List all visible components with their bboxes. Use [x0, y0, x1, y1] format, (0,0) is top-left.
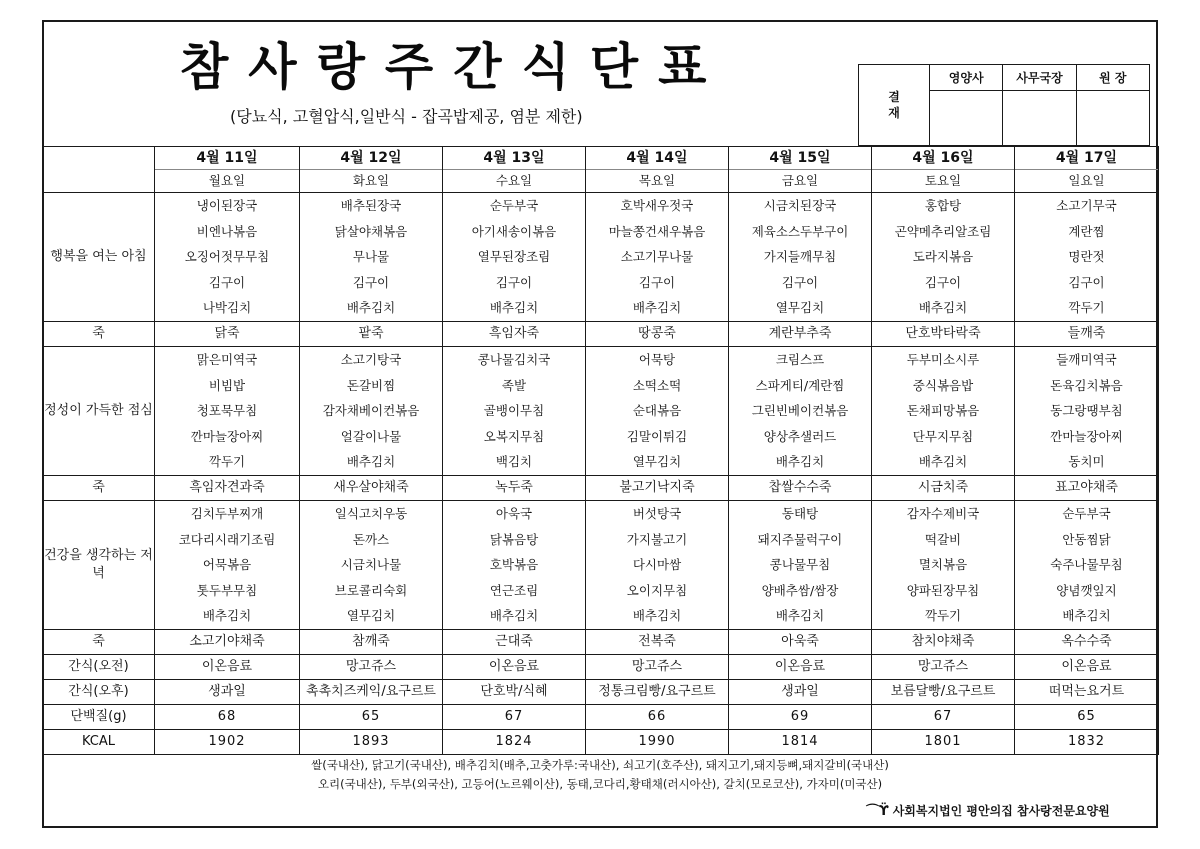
menu-item: 배추김치 [1062, 608, 1111, 624]
kcal-value: 1814 [729, 729, 872, 754]
porridge1-value: 닭죽 [155, 321, 300, 346]
menu-cell [1015, 346, 1159, 475]
menu-item: 열무된장조림 [477, 249, 551, 265]
menu-item: 깍두기 [1068, 300, 1105, 316]
menu-item: 중식볶음밥 [912, 377, 974, 393]
menu-item: 숙주나물무침 [1050, 557, 1123, 573]
menu-item: 돈채피망볶음 [906, 403, 980, 419]
menu-item: 명란젓 [1068, 249, 1105, 265]
menu-cell [872, 346, 1015, 475]
lunch-label: 정성이 가득한 점심 [43, 346, 155, 475]
day-of-week: 일요일 [1015, 169, 1158, 192]
menu-cell [1015, 500, 1159, 629]
menu-item: 백김치 [495, 454, 533, 470]
snack_pm-value: 생과일 [155, 679, 300, 704]
day-header [729, 147, 872, 193]
porridge2-value: 녹두죽 [443, 475, 586, 500]
porridge3-value: 소고기야채죽 [155, 629, 300, 654]
menu-item: 곤약메추리알조림 [894, 223, 992, 239]
menu-item: 톳두부무침 [196, 582, 258, 598]
menu-item: 마늘쫑건새우볶음 [608, 223, 706, 239]
menu-item: 닭볶음탕 [489, 531, 539, 547]
menu-item: 아기새송이볶음 [471, 223, 557, 239]
menu-item: 배추김치 [918, 454, 968, 470]
menu-item: 배추된장국 [340, 198, 402, 213]
menu-item: 돈갈비찜 [346, 377, 396, 393]
menu-item: 콩나물무침 [769, 557, 831, 573]
menu-item: 시금치나물 [340, 557, 402, 573]
porridge1-value: 땅콩죽 [586, 321, 729, 346]
menu-item: 호박볶음 [489, 557, 539, 573]
day-date: 4월 16일 [912, 150, 974, 166]
menu-item: 홍합탕 [924, 198, 962, 213]
menu-item: 동치미 [1068, 454, 1105, 470]
day-header [1015, 147, 1159, 193]
snack_am-value: 망고쥬스 [586, 654, 729, 679]
menu-item: 브로콜리숙회 [334, 582, 408, 598]
approval-role-nutritionist: 영양사 [930, 65, 1003, 91]
menu-cell [155, 193, 300, 322]
porridge2-value: 시금치죽 [872, 475, 1015, 500]
menu-item: 단무지무침 [912, 428, 974, 444]
snack_pm-value: 보름달빵/요구르트 [872, 679, 1015, 704]
day-of-week: 목요일 [586, 169, 728, 192]
menu-item: 순두부국 [489, 198, 539, 213]
protein-row [43, 704, 1159, 729]
day-date: 4월 15일 [769, 150, 831, 166]
menu-item: 청포묵무침 [196, 403, 258, 419]
origin-line-2: 오리(국내산), 두부(외국산), 고등어(노르웨이산), 동태,코다리,황태채(러시아산), 갈치(모로코산), 가자미(미국산) [317, 777, 883, 791]
snack_pm-label: 간식(오후) [43, 679, 155, 704]
snack_am-value: 망고쥬스 [872, 654, 1015, 679]
menu-item: 김구이 [781, 274, 819, 290]
porridge2-value: 흑임자견과죽 [155, 475, 300, 500]
day-header [586, 147, 729, 193]
porridge3-row [43, 629, 1159, 654]
menu-cell [155, 500, 300, 629]
kcal-label: KCAL [43, 729, 155, 754]
menu-item: 아욱국 [495, 505, 533, 521]
menu-item: 감자채베이컨볶음 [322, 403, 420, 419]
menu-cell [300, 193, 443, 322]
menu-item: 김구이 [208, 274, 246, 290]
kcal-value: 1832 [1015, 729, 1159, 754]
porridge3-label: 죽 [43, 629, 155, 654]
menu-item: 오이지무침 [626, 582, 688, 598]
menu-item: 감자수제비국 [906, 505, 980, 521]
menu-item: 버섯탕국 [632, 505, 682, 521]
approval-box [858, 64, 1150, 146]
menu-item: 제육소스두부구이 [751, 223, 849, 239]
menu-item: 깍두기 [924, 608, 962, 624]
menu-item: 김구이 [638, 274, 676, 290]
menu-item: 소고기무나물 [620, 249, 694, 265]
menu-item: 순두부국 [1062, 505, 1111, 521]
day-of-week: 화요일 [300, 169, 442, 192]
menu-cell [872, 193, 1015, 322]
menu-item: 김말이튀김 [626, 428, 688, 444]
menu-item: 떡갈비 [924, 531, 962, 547]
menu-item: 무나물 [352, 249, 390, 265]
menu-item: 배추김치 [346, 300, 396, 316]
menu-item: 들깨미역국 [1056, 351, 1117, 367]
menu-item: 배추김치 [489, 608, 539, 624]
porridge1-label: 죽 [43, 321, 155, 346]
menu-item: 돈육김치볶음 [1050, 377, 1123, 393]
porridge2-value: 찹쌀수수죽 [729, 475, 872, 500]
menu-cell [443, 346, 586, 475]
menu-item: 스파게티/계란찜 [755, 377, 845, 393]
breakfast-label: 행복을 여는 아침 [43, 193, 155, 322]
kcal-value: 1902 [155, 729, 300, 754]
snack_pm-value: 단호박/식혜 [443, 679, 586, 704]
approval-label: 결 재 [859, 65, 930, 146]
menu-item: 족발 [501, 377, 527, 393]
porridge1-value: 계란부추죽 [729, 321, 872, 346]
kcal-value: 1893 [300, 729, 443, 754]
menu-item: 배추김치 [775, 608, 825, 624]
menu-item: 소떡소떡 [632, 377, 682, 393]
menu-item: 가지불고기 [626, 531, 688, 547]
menu-item: 열무김치 [346, 608, 396, 624]
snack_pm-value: 정통크림빵/요구르트 [586, 679, 729, 704]
snack_pm-value: 생과일 [729, 679, 872, 704]
origin-line-1: 쌀(국내산), 닭고기(국내산), 배추김치(배추,고춧가루:국내산), 쇠고기(호주산), 돼지고기,돼지등뼈,돼지갈비(국내산) [311, 758, 889, 772]
porridge2-row [43, 475, 1159, 500]
menu-item: 배추김치 [918, 300, 968, 316]
menu-item: 호박새우젓국 [620, 198, 694, 213]
menu-item: 배추김치 [346, 454, 396, 470]
porridge3-value: 참깨죽 [300, 629, 443, 654]
day-header [300, 147, 443, 193]
menu-item: 가지들깨무침 [763, 249, 837, 265]
menu-item: 배추김치 [775, 454, 825, 470]
menu-item: 비빔밥 [208, 377, 246, 393]
menu-item: 배추김치 [489, 300, 539, 316]
approval-role-office-manager: 사무국장 [1003, 65, 1076, 91]
menu-item: 김구이 [495, 274, 533, 290]
page-title: 참사랑주간식단표 [180, 38, 727, 96]
porridge2-value: 새우살야채죽 [300, 475, 443, 500]
porridge1-value: 팥죽 [300, 321, 443, 346]
menu-item: 양배추쌈/쌈장 [761, 582, 839, 598]
porridge2-value: 표고야채죽 [1015, 475, 1159, 500]
menu-item: 김치두부찌개 [190, 505, 264, 521]
snack_am-value: 이온음료 [443, 654, 586, 679]
menu-cell [586, 500, 729, 629]
menu-cell [300, 346, 443, 475]
snack_am-value: 이온음료 [729, 654, 872, 679]
day-header [872, 147, 1015, 193]
kcal-value: 1801 [872, 729, 1015, 754]
approval-role-director: 원 장 [1076, 65, 1149, 91]
dinner-label: 건강을 생각하는 저녁 [43, 500, 155, 629]
menu-item: 콩나물김치국 [477, 351, 551, 367]
day-header [155, 147, 300, 193]
page-subtitle: (당뇨식, 고혈압식,일반식 - 잡곡밥제공, 염분 제한) [230, 107, 583, 126]
menu-item: 크림스프 [775, 351, 825, 367]
menu-item: 연근조림 [489, 582, 539, 598]
porridge3-value: 참치야채죽 [872, 629, 1015, 654]
day-of-week: 금요일 [729, 169, 871, 192]
menu-cell [729, 193, 872, 322]
menu-cell [155, 346, 300, 475]
date-header-row [43, 147, 1159, 193]
porridge3-value: 근대죽 [443, 629, 586, 654]
menu-item: 양파된장무침 [906, 582, 980, 598]
corner-cell [43, 147, 155, 193]
menu-item: 골뱅이무침 [483, 403, 545, 419]
snack_am-value: 이온음료 [1015, 654, 1159, 679]
protein-value: 67 [443, 704, 586, 729]
menu-cell [1015, 193, 1159, 322]
dinner-row [43, 500, 1159, 629]
protein-label: 단백질(g) [43, 704, 155, 729]
day-date: 4월 14일 [626, 150, 688, 166]
menu-item: 비엔나볶음 [196, 223, 258, 239]
menu-cell [729, 500, 872, 629]
menu-item: 어묵탕 [638, 351, 676, 367]
day-of-week: 토요일 [872, 169, 1014, 192]
menu-item: 돈까스 [352, 531, 390, 547]
menu-item: 일식고치우동 [334, 505, 408, 521]
menu-cell [872, 500, 1015, 629]
menu-item: 냉이된장국 [196, 198, 258, 213]
menu-item: 두부미소시루 [906, 351, 980, 367]
snack_pm-value: 떠먹는요거트 [1015, 679, 1159, 704]
day-date: 4월 13일 [483, 150, 545, 166]
kcal-value: 1824 [443, 729, 586, 754]
protein-value: 69 [729, 704, 872, 729]
porridge1-value: 들깨죽 [1015, 321, 1159, 346]
menu-item: 열무김치 [632, 454, 682, 470]
snack_am-value: 이온음료 [155, 654, 300, 679]
menu-cell [586, 346, 729, 475]
approval-sign-office-manager [1003, 91, 1076, 146]
menu-item: 안동찜닭 [1062, 531, 1111, 547]
porridge3-value: 전복죽 [586, 629, 729, 654]
menu-cell [586, 193, 729, 322]
porridge1-row [43, 321, 1159, 346]
day-of-week: 월요일 [155, 169, 299, 192]
menu-item: 맑은미역국 [196, 351, 258, 367]
snack_pm-row [43, 679, 1159, 704]
menu-item: 나박김치 [202, 300, 252, 316]
kcal-value: 1990 [586, 729, 729, 754]
menu-item: 양상추샐러드 [763, 428, 837, 444]
approval-sign-nutritionist [930, 91, 1003, 146]
menu-item: 동그랑땡부침 [1050, 403, 1123, 419]
menu-item: 그린빈베이컨볶음 [751, 403, 849, 419]
menu-item: 닭살야채볶음 [334, 223, 408, 239]
porridge2-label: 죽 [43, 475, 155, 500]
menu-cell [443, 500, 586, 629]
menu-item: 열무김치 [775, 300, 825, 316]
organization-logo-icon: ⌒ϔ [866, 804, 889, 819]
approval-sign-director [1076, 91, 1149, 146]
menu-item: 동태탕 [781, 505, 819, 521]
protein-value: 66 [586, 704, 729, 729]
protein-value: 67 [872, 704, 1015, 729]
weekly-menu-table [42, 146, 1159, 755]
menu-item: 소고기무국 [1056, 198, 1117, 213]
protein-value: 65 [1015, 704, 1159, 729]
menu-item: 배추김치 [632, 608, 682, 624]
menu-item: 어묵볶음 [202, 557, 252, 573]
menu-item: 계란찜 [1068, 223, 1105, 239]
porridge2-value: 불고기낙지죽 [586, 475, 729, 500]
snack_am-row [43, 654, 1159, 679]
breakfast-row [43, 193, 1159, 322]
menu-item: 배추김치 [632, 300, 682, 316]
organization-signature [866, 800, 1110, 819]
day-date: 4월 11일 [196, 150, 258, 166]
menu-item: 깍두기 [208, 454, 246, 470]
menu-item: 얼갈이나물 [340, 428, 402, 444]
menu-item: 오징어젓무무침 [184, 249, 270, 265]
menu-item: 양념깻잎지 [1056, 582, 1117, 598]
menu-item: 멸치볶음 [918, 557, 968, 573]
menu-item: 돼지주물럭구이 [757, 531, 843, 547]
protein-value: 65 [300, 704, 443, 729]
organization-name: 사회복지법인 평안의집 참사랑전문요양원 [892, 804, 1110, 818]
day-of-week: 수요일 [443, 169, 585, 192]
day-date: 4월 17일 [1055, 150, 1118, 166]
menu-item: 김구이 [924, 274, 962, 290]
snack_pm-value: 촉촉치즈케익/요구르트 [300, 679, 443, 704]
porridge1-value: 흑임자죽 [443, 321, 586, 346]
origin-notice [42, 748, 1158, 794]
menu-item: 시금치된장국 [763, 198, 837, 213]
menu-cell [443, 193, 586, 322]
porridge1-value: 단호박타락죽 [872, 321, 1015, 346]
menu-item: 코다리시래기조림 [178, 531, 276, 547]
snack_am-value: 망고쥬스 [300, 654, 443, 679]
menu-item: 깐마늘장아찌 [1050, 428, 1123, 444]
menu-item: 깐마늘장아찌 [190, 428, 264, 444]
menu-item: 배추김치 [202, 608, 252, 624]
menu-item: 도라지볶음 [912, 249, 974, 265]
porridge3-value: 옥수수죽 [1015, 629, 1159, 654]
menu-cell [300, 500, 443, 629]
menu-item: 오복지무침 [483, 428, 545, 444]
menu-item: 김구이 [1068, 274, 1105, 290]
menu-item: 소고기탕국 [340, 351, 402, 367]
day-header [443, 147, 586, 193]
lunch-row [43, 346, 1159, 475]
protein-value: 68 [155, 704, 300, 729]
porridge3-value: 아욱죽 [729, 629, 872, 654]
snack_am-label: 간식(오전) [43, 654, 155, 679]
day-date: 4월 12일 [340, 150, 402, 166]
menu-item: 순대볶음 [632, 403, 682, 419]
menu-cell [729, 346, 872, 475]
menu-item: 김구이 [352, 274, 390, 290]
menu-item: 다시마쌈 [632, 557, 682, 573]
